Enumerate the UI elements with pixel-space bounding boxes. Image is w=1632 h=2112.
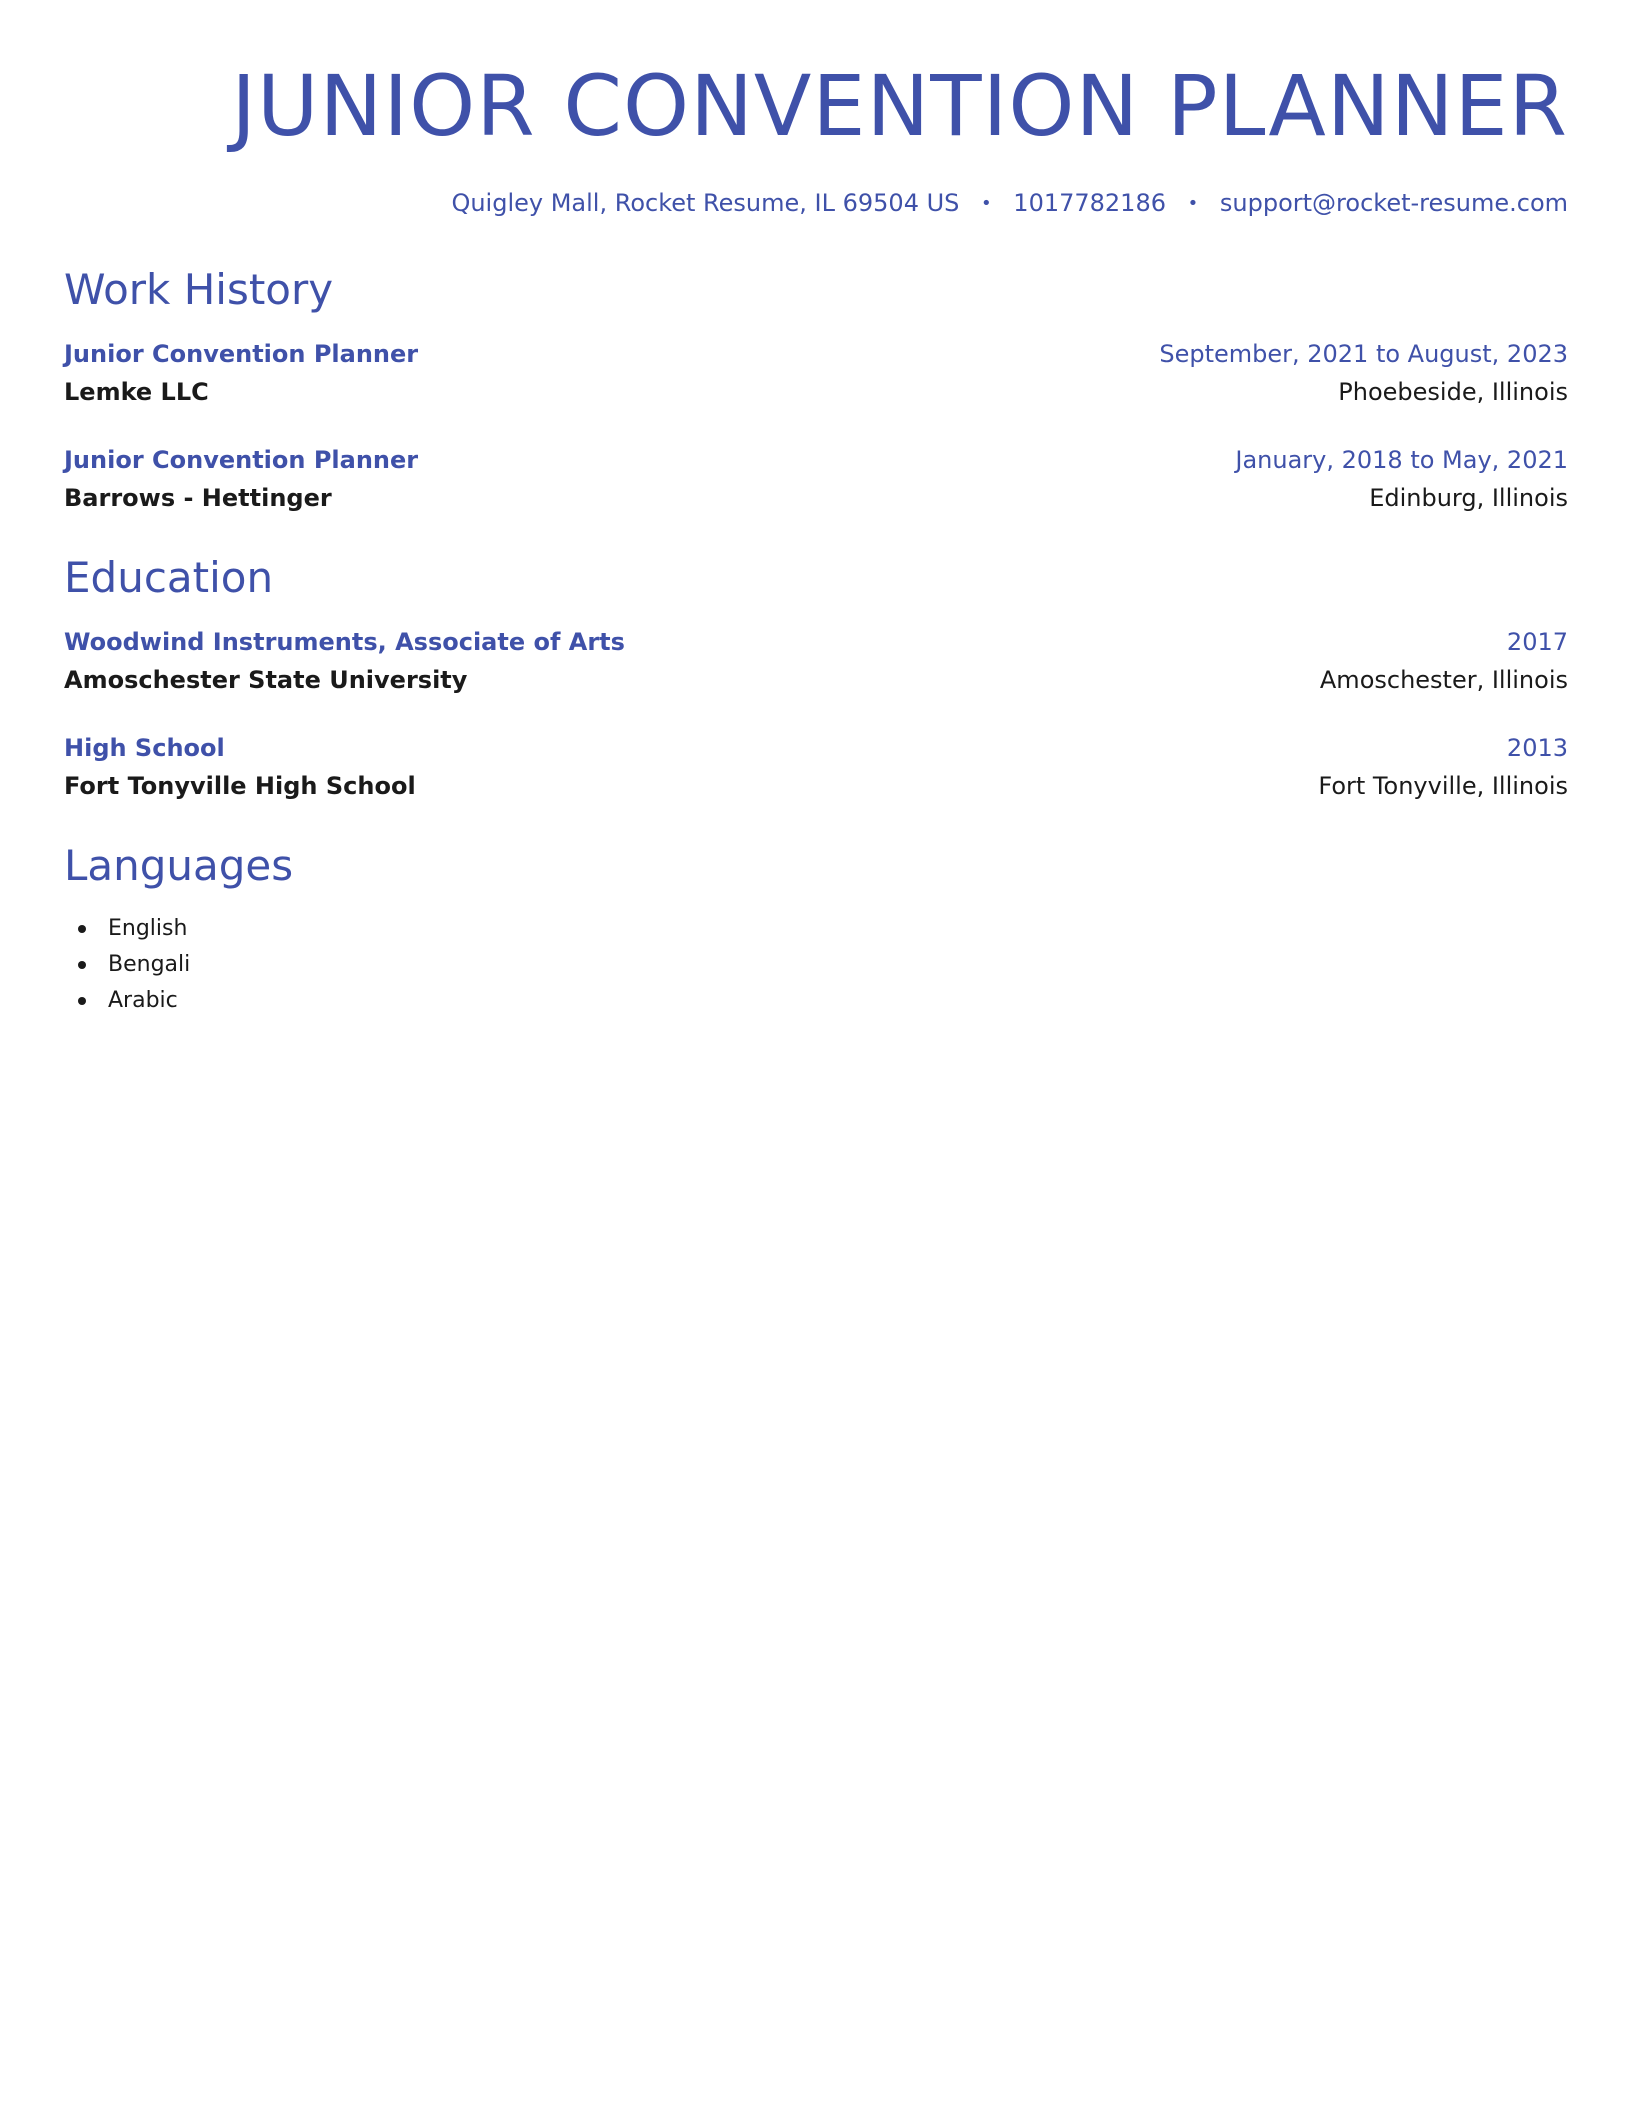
graduation-year: 2017	[1506, 628, 1568, 656]
language-name: Bengali	[108, 952, 191, 977]
language-name: English	[108, 916, 188, 941]
list-item	[78, 911, 1568, 947]
work-entry-header	[64, 337, 1568, 371]
list-item	[78, 947, 1568, 983]
job-dates: September, 2021 to August, 2023	[1159, 340, 1568, 368]
contact-separator: •	[981, 193, 992, 214]
school-name: Amoschester State University	[64, 666, 468, 694]
job-title: Junior Convention Planner	[64, 446, 419, 474]
list-item	[78, 983, 1568, 1019]
work-entry-header	[64, 443, 1568, 477]
company-name: Barrows - Hettinger	[64, 484, 332, 512]
section-heading-education: Education	[64, 553, 274, 602]
bullet-icon	[78, 961, 86, 969]
job-location: Edinburg, Illinois	[1369, 484, 1568, 512]
education-entry-details	[64, 663, 1568, 697]
contact-separator: •	[1187, 193, 1199, 214]
degree-title: Woodwind Instruments, Associate of Arts	[64, 628, 625, 656]
education-entry	[64, 625, 1568, 697]
contact-line	[64, 188, 1568, 219]
bullet-icon	[78, 997, 86, 1005]
contact-phone: 1017782186	[1013, 189, 1166, 217]
graduation-year: 2013	[1506, 734, 1568, 762]
school-location: Fort Tonyville, Illinois	[1318, 772, 1568, 800]
education-entry-header	[64, 625, 1568, 659]
resume-page	[64, 0, 1568, 1019]
school-name: Fort Tonyville High School	[64, 772, 416, 800]
contact-email: support@rocket-resume.com	[1219, 189, 1568, 217]
degree-title: High School	[64, 734, 225, 762]
education-entry-details	[64, 769, 1568, 803]
job-location: Phoebeside, Illinois	[1338, 378, 1568, 406]
job-dates: January, 2018 to May, 2021	[1235, 446, 1568, 474]
education-entry-header	[64, 731, 1568, 765]
section-heading-work-history: Work History	[64, 265, 334, 314]
language-name: Arabic	[108, 988, 178, 1013]
job-title: Junior Convention Planner	[64, 340, 419, 368]
company-name: Lemke LLC	[64, 378, 209, 406]
languages-list	[64, 911, 1568, 1019]
contact-address: Quigley Mall, Rocket Resume, IL 69504 US	[451, 189, 960, 217]
work-entry-details	[64, 375, 1568, 409]
bullet-icon	[78, 925, 86, 933]
page-title: JUNIOR CONVENTION PLANNER	[231, 57, 1568, 155]
resume-header	[64, 0, 1568, 219]
section-heading-languages: Languages	[64, 841, 294, 890]
work-entry-details	[64, 481, 1568, 515]
education-entry	[64, 731, 1568, 803]
work-entry	[64, 443, 1568, 515]
school-location: Amoschester, Illinois	[1319, 666, 1568, 694]
work-entry	[64, 337, 1568, 409]
